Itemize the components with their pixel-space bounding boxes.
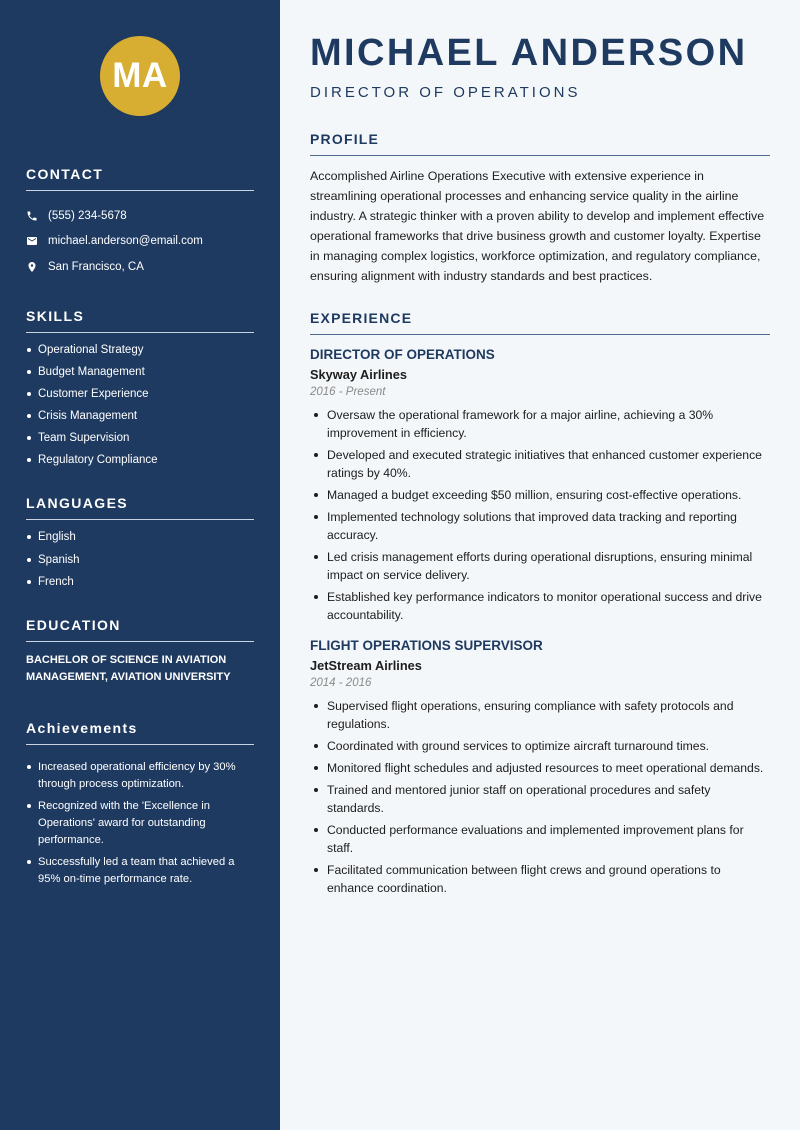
job-bullets bbox=[310, 697, 770, 897]
profile-heading: PROFILE bbox=[310, 131, 770, 156]
education-section bbox=[26, 617, 254, 686]
achievement-item: Increased operational efficiency by 30% through process optimization. bbox=[26, 759, 254, 793]
email-text: michael.anderson@email.com bbox=[48, 235, 203, 248]
experience-heading: EXPERIENCE bbox=[310, 310, 770, 335]
job-bullet: Implemented technology solutions that improved data tracking and reporting accuracy. bbox=[310, 508, 770, 544]
language-item: Spanish bbox=[26, 553, 254, 567]
job-title: DIRECTOR OF OPERATIONS bbox=[310, 347, 495, 362]
achievement-item: Recognized with the 'Excellence in Operations' award for outstanding performance. bbox=[26, 798, 254, 849]
skills-heading: SKILLS bbox=[26, 308, 254, 333]
job-bullet: Managed a budget exceeding $50 million, ensuring cost-effective operations. bbox=[310, 486, 770, 504]
job-bullet: Established key performance indicators to monitor operational success and drive accountability. bbox=[310, 588, 770, 624]
avatar-initials: MA bbox=[112, 56, 168, 95]
skill-item: Regulatory Compliance bbox=[26, 453, 254, 467]
profile-text: Accomplished Airline Operations Executive with extensive experience in streamlining operational processes and enhancing service quality in the airline industry. A strategic thinker with a proven ability to develop and implement effective operational frameworks that drive business growth and customer loyalty. Expertise in managing complex logistics, workforce optimization, and regulatory compliance, ensuring alignment with industry standards and best practices. bbox=[310, 169, 765, 283]
contact-section bbox=[26, 166, 254, 280]
job-bullet: Trained and mentored junior staff on operational procedures and safety standards. bbox=[310, 781, 770, 817]
language-item: French bbox=[26, 575, 254, 589]
skill-item: Team Supervision bbox=[26, 431, 254, 445]
job-title: FLIGHT OPERATIONS SUPERVISOR bbox=[310, 638, 543, 653]
job-bullet: Oversaw the operational framework for a major airline, achieving a 30% improvement in efficiency. bbox=[310, 406, 770, 442]
avatar bbox=[100, 36, 180, 116]
company-name: Skyway Airlines bbox=[310, 367, 407, 382]
languages-section bbox=[26, 495, 254, 588]
job-dates: 2014 - 2016 bbox=[310, 677, 372, 689]
location-pin-icon bbox=[26, 261, 48, 273]
job-title-header: DIRECTOR OF OPERATIONS bbox=[310, 84, 581, 101]
phone-icon bbox=[26, 210, 48, 222]
candidate-name: MICHAEL ANDERSON bbox=[310, 32, 748, 74]
job-bullets bbox=[310, 406, 770, 624]
achievements-list bbox=[26, 759, 254, 888]
job-bullet: Supervised flight operations, ensuring compliance with safety protocols and regulations. bbox=[310, 697, 770, 733]
job-bullet: Monitored flight schedules and adjusted resources to meet operational demands. bbox=[310, 759, 770, 777]
skills-section bbox=[26, 308, 254, 468]
contact-list bbox=[26, 203, 254, 280]
job-bullet: Conducted performance evaluations and implemented improvement plans for staff. bbox=[310, 821, 770, 857]
skills-list bbox=[26, 343, 254, 468]
achievements-section bbox=[26, 720, 254, 888]
skill-item: Budget Management bbox=[26, 365, 254, 379]
phone-text: (555) 234-5678 bbox=[48, 209, 127, 222]
language-item: English bbox=[26, 530, 254, 544]
contact-location bbox=[26, 254, 254, 280]
job-entry bbox=[310, 347, 770, 624]
job-bullet: Developed and executed strategic initiatives that enhanced customer experience ratings by 40%. bbox=[310, 446, 770, 482]
experience-section bbox=[310, 310, 770, 897]
job-bullet: Led crisis management efforts during operational disruptions, ensuring minimal impact on service delivery. bbox=[310, 548, 770, 584]
profile-section bbox=[310, 131, 770, 286]
main-content bbox=[280, 0, 800, 1130]
achievements-heading: Achievements bbox=[26, 720, 254, 745]
job-dates: 2016 - Present bbox=[310, 386, 386, 398]
education-heading: EDUCATION bbox=[26, 617, 254, 642]
languages-heading: LANGUAGES bbox=[26, 495, 254, 520]
job-bullet: Facilitated communication between flight crews and ground operations to enhance coordination. bbox=[310, 861, 770, 897]
contact-email bbox=[26, 229, 254, 255]
job-bullet: Coordinated with ground services to optimize aircraft turnaround times. bbox=[310, 737, 770, 755]
company-name: JetStream Airlines bbox=[310, 658, 422, 673]
job-entry bbox=[310, 638, 770, 897]
achievement-item: Successfully led a team that achieved a 95% on-time performance rate. bbox=[26, 854, 254, 888]
skill-item: Crisis Management bbox=[26, 409, 254, 423]
skill-item: Operational Strategy bbox=[26, 343, 254, 357]
skill-item: Customer Experience bbox=[26, 387, 254, 401]
contact-phone bbox=[26, 203, 254, 229]
contact-heading: CONTACT bbox=[26, 166, 254, 191]
education-degree: BACHELOR OF SCIENCE IN AVIATION MANAGEMENT, AVIATION UNIVERSITY bbox=[26, 653, 231, 683]
location-text: San Francisco, CA bbox=[48, 260, 144, 273]
languages-list bbox=[26, 530, 254, 588]
sidebar bbox=[0, 0, 280, 1130]
email-icon bbox=[26, 235, 48, 247]
